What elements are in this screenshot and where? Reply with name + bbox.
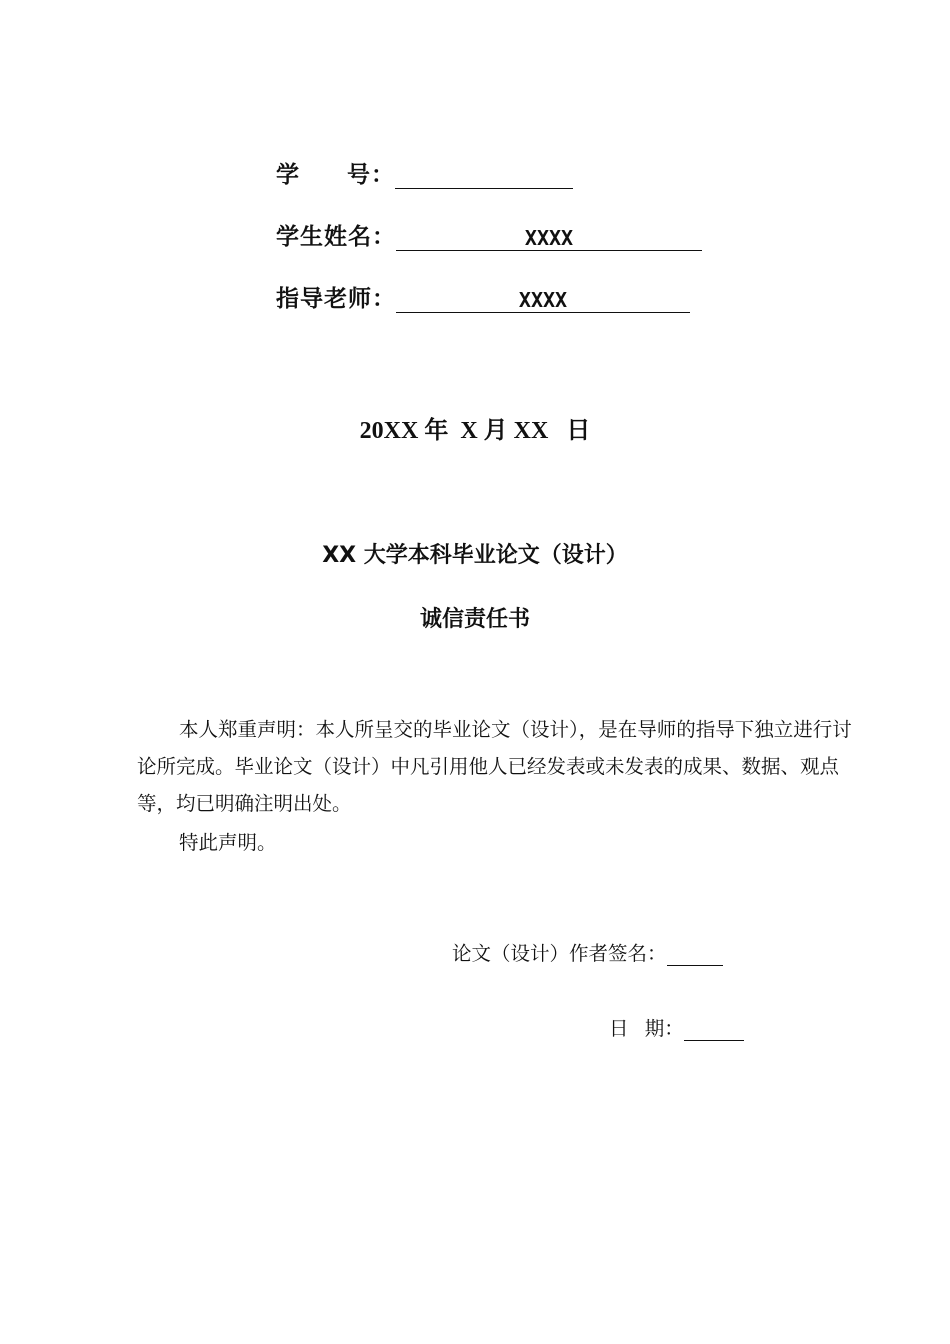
student-id-row [276, 156, 573, 189]
cover-date: 20XX 年 X 月 XX 日 [359, 418, 591, 444]
student-id-field[interactable] [395, 158, 573, 189]
sign-date-row [609, 1013, 744, 1041]
student-name-field[interactable]: XXXX [396, 220, 702, 251]
declaration-statement: 特此声明。 [179, 831, 277, 854]
student-name-label: 学生姓名： [276, 224, 396, 250]
student-name-row [276, 218, 702, 251]
advisor-field[interactable]: XXXX [396, 282, 690, 313]
signature-field[interactable] [667, 943, 723, 966]
declaration-paragraph: 本人郑重声明：本人所呈交的毕业论文（设计），是在导师的指导下独立进行讨论所完成。毕业论文（设计）中凡引用他人已经发表或未发表的成果、数据、观点等，均已明确注明出处。 [137, 718, 852, 815]
integrity-subtitle: 诚信责任书 [419, 607, 530, 632]
sign-date-label: 日 期： [609, 1017, 684, 1040]
advisor-row [276, 280, 690, 313]
advisor-label: 指导老师： [276, 286, 396, 312]
student-id-label: 学 号： [276, 162, 396, 188]
signature-row [452, 938, 723, 966]
integrity-title: XX 大学本科毕业论文（设计） [322, 543, 628, 568]
sign-date-field[interactable] [684, 1018, 744, 1041]
signature-label: 论文（设计）作者签名： [452, 942, 667, 965]
